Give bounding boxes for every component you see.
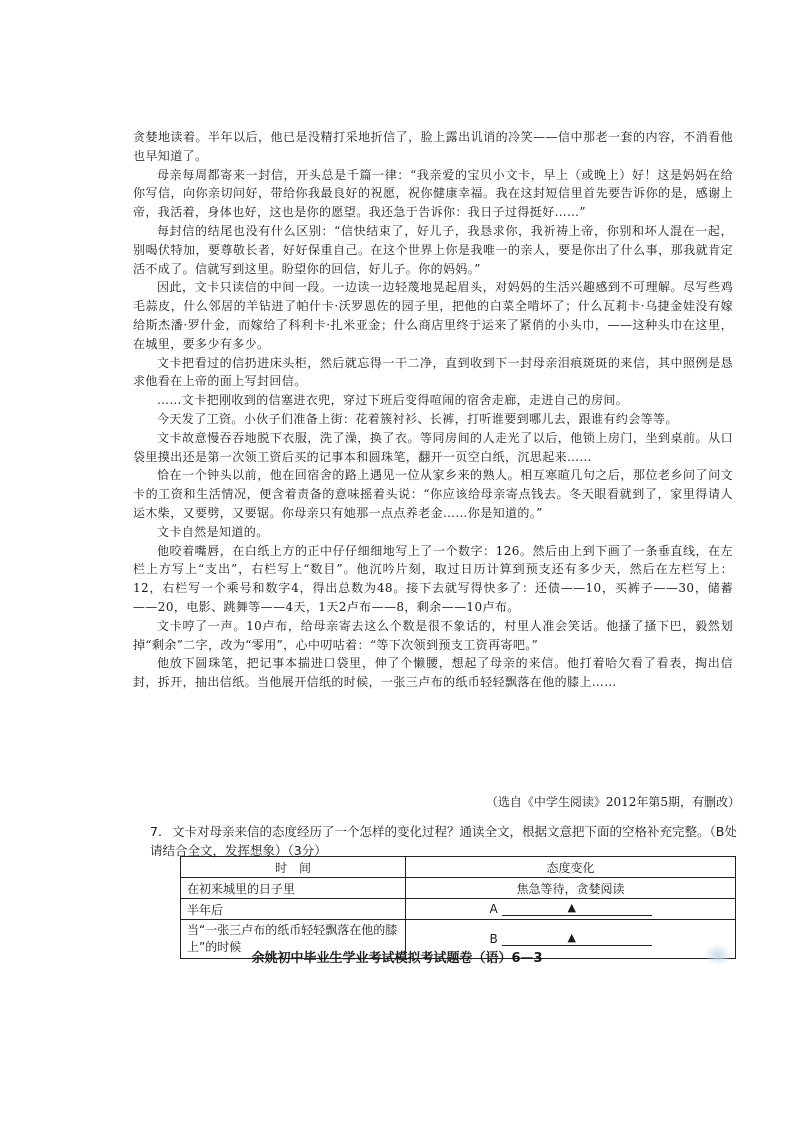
story-paragraph-10: 文卡自然是知道的。 <box>157 524 269 539</box>
scan-smudge <box>704 944 732 966</box>
story-text <box>133 128 733 692</box>
row-time: 半年后 <box>181 899 406 920</box>
story-paragraph-9: 恰在一个钟头以前，他在回宿舍的路上遇见一位从家乡来的熟人。相互寒暄几句之后，那位老乡问了问文卡的工资和生活情况，便含着责备的意味摇着头说：“你应该给母亲寄点钱去。冬天眼看就到了，家里得请人运木柴，又要劈，又要锯。你母亲只有她那一点点养老金……你是知道的。” <box>133 468 733 520</box>
row-attitude: 焦急等待，贪婪阅读 <box>406 878 736 899</box>
source-citation: （选自《中学生阅读》2012年第5期，有删改） <box>485 795 740 809</box>
story-paragraph-6: ……文卡把刚收到的信塞进衣兜，穿过下班后变得喧闹的宿舍走廊，走进自己的房间。 <box>157 393 629 408</box>
story-paragraph-8: 文卡故意慢吞吞地脱下衣服，洗了澡，换了衣。等同房间的人走光了以后，他锁上房门，坐到桌前。从口袋里摸出还是第一次领工资后买的记事本和圆珠笔，翻开一页空白纸，沉思起来…… <box>133 430 733 464</box>
blank-label-a: A <box>489 902 498 916</box>
story-paragraph-13: 他放下圆珠笔，把记事本揣进口袋里，伸了个懒腰，想起了母亲的来信。他打着哈欠看了看表，掏出信封，拆开，抽出信纸。当他展开信纸的时候，一张三卢布的纸币轻轻飘落在他的膝上…… <box>133 656 733 690</box>
story-paragraph-1: 贪婪地读着。半年以后，他已是没精打采地折信了，脸上露出讥诮的冷笑——信中那老一套的内容，不消看他也早知道了。 <box>133 130 733 163</box>
answer-table <box>180 856 736 959</box>
row-time: 当“一张三卢布的纸币轻轻飘落在他的膝上”的时候 <box>181 920 406 959</box>
story-paragraph-5: 文卡把看过的信扔进床头柜，然后就忘得一干二净，直到收到下一封母亲泪痕斑斑的来信，其中照例是恳求他看在上帝的面上写封回信。 <box>133 355 733 389</box>
table-row <box>181 878 736 899</box>
story-paragraph-11: 他咬着嘴唇，在白纸上方的正中仔仔细细地写上了一个数字：126。然后由上到下画了一条垂直线，在左栏上方写上“支出”，右栏写上“数目”。他沉吟片刻，取过日历计算到预支还有多少天，然后在左栏写上：12，右栏写一个乘号和数字4，得出总数为48。接下去就写得快多了：还债——10，买裤子——30，储蓄——20，电影、跳舞等——4天，1天2卢布——8，剩余——10卢布。 <box>133 543 733 614</box>
answer-blank-a[interactable] <box>502 903 652 916</box>
story-paragraph-4: 因此，文卡只读信的中间一段。一边读一边轻蔑地晃起眉头，对妈妈的生活兴趣感到不可理解。尽写些鸡毛蒜皮，什么邻居的羊钻进了帕什卡·沃罗恩佐的园子里，把他的白菜全啃坏了；什么瓦莉卡·乌捷金娃没有嫁给斯杰潘·罗什金，而嫁给了科利卡·扎米亚金；什么商店里终于运来了紧俏的小头巾，——这种头巾在这里，在城里，要多少有多少。 <box>133 280 733 351</box>
story-paragraph-2: 母亲每周都寄来一封信，开头总是千篇一律：“我亲爱的宝贝小文卡，早上（或晚上）好！这是妈妈在给你写信，向你亲切问好，带给你我最良好的祝愿，祝你健康幸福。我在这封短信里首先要告诉你的是，感谢上帝，我活着，身体也好，这也是你的愿望。我还急于告诉你：我日子过得挺好……” <box>133 167 733 220</box>
question-prompt: 文卡对母亲来信的态度经历了一个怎样的变化过程？通读全文，根据文意把下面的空格补充完整。（B处请结合全文，发挥想象）（3分） <box>150 824 737 858</box>
answer-cell-a[interactable] <box>406 899 736 920</box>
page-footer: 余姚初中毕业生学业考试模拟考试题卷（语）6—3 <box>251 951 543 966</box>
triangle-marker-icon: ▲ <box>567 901 576 914</box>
column-header-attitude: 态度变化 <box>406 857 736 878</box>
question-number: 7. <box>150 824 162 839</box>
row-time: 在初来城里的日子里 <box>181 878 406 899</box>
story-paragraph-12: 文卡哼了一声。10卢布，给母亲寄去这么个数是很不象话的，村里人准会笑话。他搔了搔下巴，毅然划掉“剩余”二字，改为“零用”，心中叨咕着：“等下次领到预支工资再寄吧。” <box>133 618 733 652</box>
triangle-marker-icon: ▲ <box>567 931 576 944</box>
table-row <box>181 899 736 920</box>
table-header-row <box>181 857 736 878</box>
story-paragraph-3: 每封信的结尾也没有什么区别：“信快结束了，好儿子，我恳求你，我祈祷上帝，你别和坏人混在一起，别喝伏特加，要尊敬长者，好好保重自己。在这个世界上你是我唯一的亲人，要是你出了什么事，那我就肯定活不成了。信就写到这里。盼望你的回信，好儿子。你的妈妈。” <box>133 223 733 276</box>
blank-label-b: B <box>489 932 498 946</box>
question-7 <box>150 822 740 860</box>
story-paragraph-7: 今天发了工资。小伙子们准备上街：花着簇衬衫、长裤，打听谁要到哪儿去，跟谁有约会等等。 <box>157 411 678 426</box>
answer-blank-b[interactable] <box>502 933 652 946</box>
column-header-time: 时 间 <box>181 857 406 878</box>
